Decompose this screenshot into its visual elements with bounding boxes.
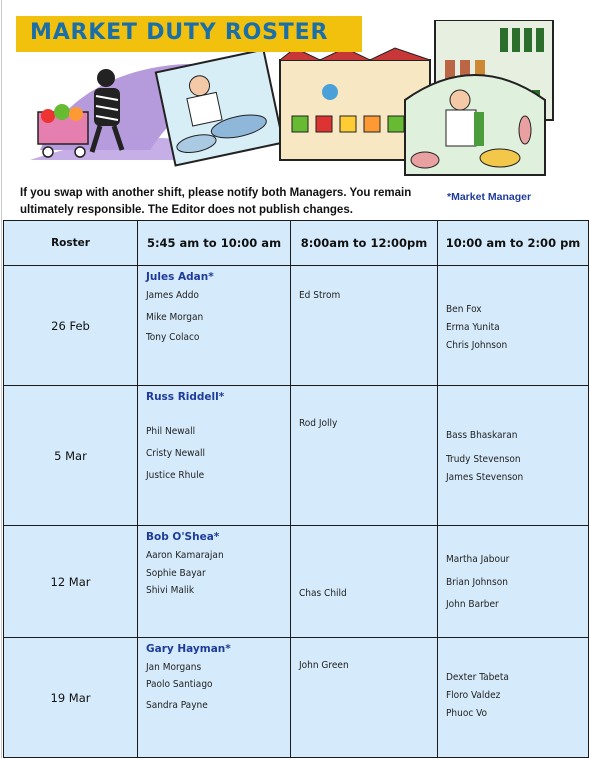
volunteer-name: Floro Valdez [446,690,501,701]
roster-date: 12 Mar [4,526,138,638]
late-shift-cell [438,266,589,386]
volunteer-name: Ben Fox [446,304,482,315]
volunteer-name: Erma Yunita [446,322,500,333]
header-row [4,221,589,266]
volunteer-name: Phil Newall [146,426,196,437]
late-shift-cell [438,638,589,758]
header-roster: Roster [4,221,138,266]
volunteer-name: Mike Morgan [146,312,204,323]
butcher-panel [405,75,545,175]
volunteer-name: Sandra Payne [146,700,208,711]
mid-shift-cell [291,526,438,638]
volunteer-name: Cristy Newall [146,448,206,459]
volunteer-name: Chris Johnson [446,340,508,351]
volunteer-name: Aaron Kamarajan [146,550,224,561]
volunteer-name: Tony Colaco [146,332,200,343]
late-shift-cell [438,386,589,526]
volunteer-name: Paolo Santiago [146,679,213,690]
page-edge [1,0,2,758]
early-shift-cell [138,386,291,526]
table-row [4,386,589,526]
page-title: MARKET DUTY ROSTER [30,20,329,45]
early-shift-cell [138,526,291,638]
volunteer-name: Chas Child [299,588,347,599]
mid-shift-cell [291,638,438,758]
market-manager-legend: *Market Manager [447,191,532,203]
market-manager-name: Russ Riddell* [146,391,225,403]
header-mid-shift: 8:00am to 12:00pm [291,221,438,266]
header-late-shift: 10:00 am to 2:00 pm [438,221,589,266]
market-manager-name: Jules Adan* [146,271,214,283]
late-shift-cell [438,526,589,638]
volunteer-name: Phuoc Vo [446,708,488,719]
volunteer-name: James Addo [146,290,199,301]
volunteer-name: Martha Jabour [446,554,510,565]
volunteer-name: James Stevenson [446,472,524,483]
volunteer-name: Justice Rhule [146,470,205,481]
volunteer-name: John Green [299,660,349,671]
volunteer-name: Sophie Bayar [146,568,206,579]
market-manager-name: Gary Hayman* [146,643,231,655]
volunteer-name: Dexter Tabeta [446,672,509,683]
volunteer-name: Jan Morgans [146,662,202,673]
roster-date: 19 Mar [4,638,138,758]
table-row [4,526,589,638]
volunteer-name: Rod Jolly [299,418,338,429]
volunteer-name: Trudy Stevenson [446,454,521,465]
early-shift-cell [138,266,291,386]
early-shift-cell [138,638,291,758]
roster-table [3,220,589,758]
volunteer-name: John Barber [446,599,499,610]
volunteer-name: Brian Johnson [446,577,508,588]
swap-notice: If you swap with another shift, please notify both Managers. You remain ultimately responsible. The Editor does not publish changes. [20,187,412,216]
table-row [4,638,589,758]
mid-shift-cell [291,266,438,386]
volunteer-name: Ed Strom [299,290,341,301]
volunteer-name: Shivi Malik [146,585,195,596]
mid-shift-cell [291,386,438,526]
market-manager-name: Bob O'Shea* [146,531,220,543]
header-early-shift: 5:45 am to 10:00 am [138,221,291,266]
roster-date: 5 Mar [4,386,138,526]
volunteer-name: Bass Bhaskaran [446,430,518,441]
roster-date: 26 Feb [4,266,138,386]
table-row [4,266,589,386]
